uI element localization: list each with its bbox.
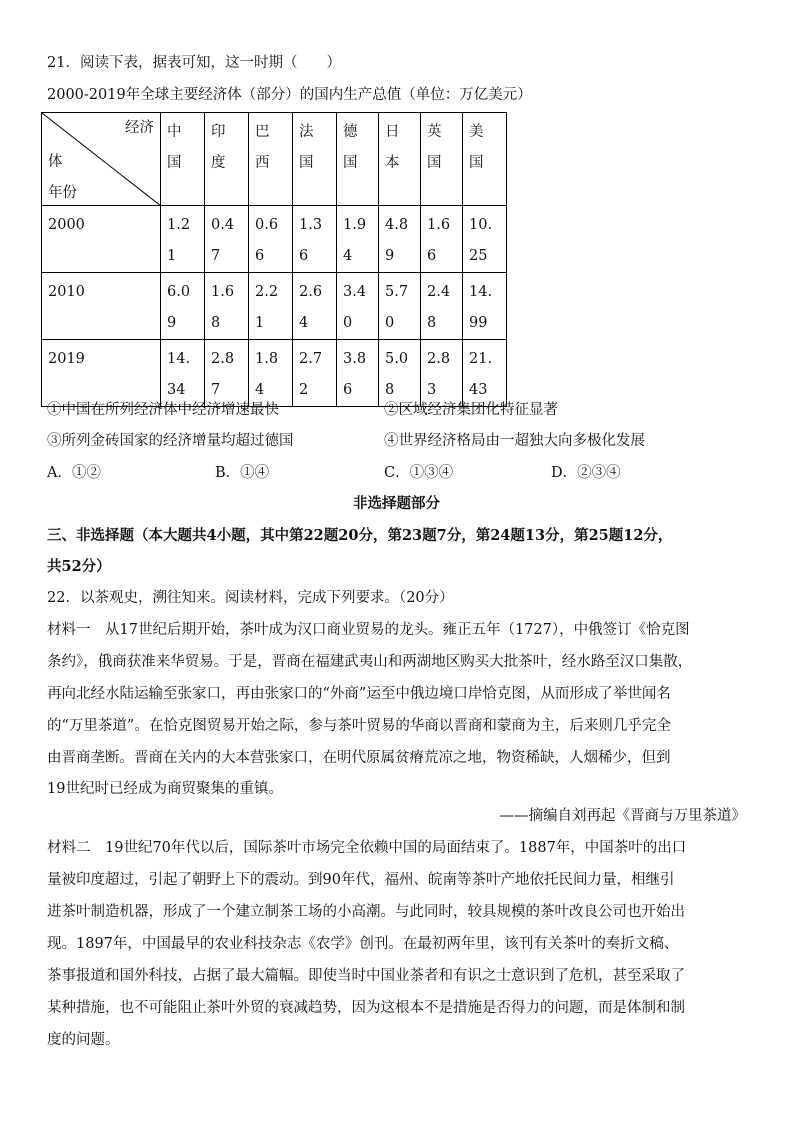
section-heading-line-1: 三、非选择题（本大题共4小题，其中第22题20分，第23题7分，第24题13分，第25题12分， (47, 527, 673, 544)
material2-line: 度的问题。 (47, 1032, 120, 1048)
column-header: 英 国 (421, 113, 463, 206)
column-header: 日 本 (379, 113, 421, 206)
value-cell: 1.8 4 (249, 340, 293, 407)
value-cell: 1.9 4 (337, 206, 379, 273)
value-cell: 14. 34 (161, 340, 205, 407)
material1-line: 条约》，俄商获准来华贸易。于是，晋商在福建武夷山和两湖地区购买大批茶叶，经水路至汉口集散， (47, 654, 693, 670)
column-header: 美 国 (463, 113, 507, 206)
material2-line: 某种措施，也不可能阻止茶叶外贸的衰减趋势，因为这根本不是措施是否得力的问题，而是体制和制 (47, 1000, 685, 1016)
column-header: 中 国 (161, 113, 205, 206)
option-a: A．①② (47, 465, 101, 481)
table-row (42, 340, 507, 407)
material1-line: 再向北经水陆运输至张家口，再由张家口的“外商”运至中俄边境口岸恰克图，从而形成了举世闻名 (47, 686, 671, 702)
value-cell: 2.2 1 (249, 273, 293, 340)
table-row (42, 206, 507, 273)
option-c: C．①③④ (384, 465, 454, 481)
table-header-row (42, 113, 507, 206)
material1-line: 材料一 从17世纪后期开始，茶叶成为汉口商业贸易的龙头。雍正五年（1727），中俄签订《恰克图 (47, 622, 690, 638)
material2-line: 茶事报道和国外科技，占据了最大篇幅。即使当时中国业茶者和有识之士意识到了危机，甚至采取了 (47, 968, 685, 984)
value-cell: 1.6 8 (205, 273, 249, 340)
column-header: 法 国 (293, 113, 337, 206)
material2-line: 材料二 19世纪70年代以后，国际茶叶市场完全依赖中国的局面结束了。1887年，中国茶叶的出口 (47, 840, 687, 856)
section-heading-line-2: 共52分） (47, 558, 111, 575)
value-cell: 3.8 6 (337, 340, 379, 407)
section-title: 非选择题部分 (353, 495, 440, 512)
value-cell: 5.7 0 (379, 273, 421, 340)
material1-line: 的“万里茶道”。在恰克图贸易开始之际，参与茶叶贸易的华商以晋商和蒙商为主，后来则几乎完全 (47, 718, 671, 734)
value-cell: 5.0 8 (379, 340, 421, 407)
option-b: B．①④ (215, 465, 270, 481)
year-cell: 2000 (42, 206, 161, 273)
table-title: 2000-2019年全球主要经济体（部分）的国内生产总值（单位：万亿美元） (47, 87, 532, 103)
option-d: D．②③④ (551, 465, 621, 481)
gdp-table (41, 112, 507, 407)
value-cell: 1.6 6 (421, 206, 463, 273)
value-cell: 4.8 9 (379, 206, 421, 273)
value-cell: 21. 43 (463, 340, 507, 407)
material1-line: 由晋商垄断。晋商在关内的大本营张家口，在明代原属贫瘠荒凉之地，物资稀缺，人烟稀少，但到 (47, 750, 671, 766)
material1-source: ——摘编自刘再起《晋商与万里茶道》 (499, 808, 746, 824)
value-cell: 14. 99 (463, 273, 507, 340)
material2-line: 现。1897年，中国最早的农业科技杂志《农学》创刊。在最初两年里，该刊有关茶叶的奏折文稿、 (47, 936, 679, 952)
value-cell: 6.0 9 (161, 273, 205, 340)
value-cell: 2.8 7 (205, 340, 249, 407)
column-header: 印 度 (205, 113, 249, 206)
value-cell: 0.6 6 (249, 206, 293, 273)
value-cell: 10. 25 (463, 206, 507, 273)
table-corner-cell (42, 113, 161, 206)
column-header: 德 国 (337, 113, 379, 206)
q21-stem: 21．阅读下表，据表可知，这一时期（ ） (47, 55, 341, 71)
value-cell: 1.3 6 (293, 206, 337, 273)
statement-3: ③所列金砖国家的经济增量均超过德国 (47, 433, 294, 449)
statement-4: ④世界经济格局由一超独大向多极化发展 (384, 433, 645, 449)
corner-label-body: 体 年份 (48, 154, 77, 201)
corner-label-economy: 经济 (125, 120, 154, 136)
column-header: 巴 西 (249, 113, 293, 206)
q22-stem: 22．以茶观史，溯往知来。阅读材料，完成下列要求。（20分） (47, 590, 454, 606)
value-cell: 0.4 7 (205, 206, 249, 273)
material2-line: 进茶叶制造机器，形成了一个建立制茶工场的小高潮。与此同时，较具规模的茶叶改良公司也开始出 (47, 904, 685, 920)
value-cell: 2.7 2 (293, 340, 337, 407)
value-cell: 1.2 1 (161, 206, 205, 273)
material1-line: 19世纪时已经成为商贸聚集的重镇。 (47, 781, 283, 797)
year-cell: 2019 (42, 340, 161, 407)
value-cell: 3.4 0 (337, 273, 379, 340)
statement-1: ①中国在所列经济体中经济增速最快 (47, 402, 279, 418)
value-cell: 2.8 3 (421, 340, 463, 407)
year-cell: 2010 (42, 273, 161, 340)
material2-line: 量被印度超过，引起了朝野上下的震动。到90年代，福州、皖南等茶叶产地依托民间力量，相继引 (47, 872, 675, 888)
value-cell: 2.4 8 (421, 273, 463, 340)
table-row (42, 273, 507, 340)
value-cell: 2.6 4 (293, 273, 337, 340)
statement-2: ②区域经济集团化特征显著 (384, 402, 558, 418)
